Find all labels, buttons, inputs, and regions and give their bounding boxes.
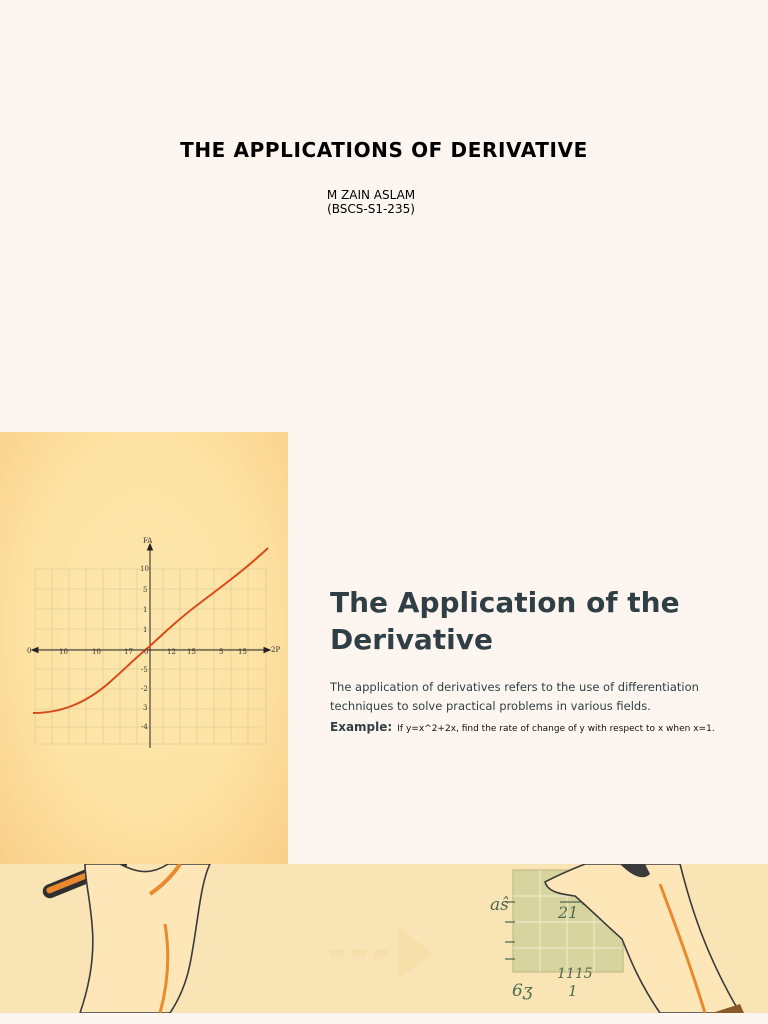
x-tick-label: 12 [167, 648, 176, 656]
y-tick-label: 10 [140, 565, 149, 573]
graph-svg [0, 432, 288, 864]
x-tick-label: 0 [144, 648, 149, 656]
y-tick-label: 1 [143, 626, 148, 634]
x-axis-end-label: 2P [271, 646, 281, 654]
page-bottom-margin [0, 1013, 768, 1024]
y-tick-label: -2 [141, 685, 148, 693]
right-arrow-icon [330, 926, 432, 980]
slide-heading: The Application of the Derivative [330, 586, 680, 656]
slide-body-text: The application of derivatives refers to the use of differentiation techniques to solve practical problems in various fields. [330, 680, 699, 713]
y-tick-label: 3 [143, 704, 148, 712]
content-slide [0, 432, 768, 864]
y-tick-label: 1 [143, 606, 148, 614]
presentation-title: THE APPLICATIONS OF DERIVATIVE [180, 138, 588, 162]
hands-illustration [0, 864, 768, 1013]
x-tick-label: 15 [238, 648, 247, 656]
author-block [0, 188, 742, 216]
left-number: aŝ [490, 895, 509, 915]
x-tick-label: 17 [124, 648, 133, 656]
y-tick-label: 5 [143, 586, 148, 594]
title-slide [0, 0, 768, 432]
origin-label: 0 [27, 647, 32, 655]
mid-number: 1115 [557, 966, 593, 982]
y-axis-label: FA [143, 537, 153, 545]
bottom-right-number: 1 [568, 982, 578, 1000]
author-id: (BSCS-S1-235) [327, 202, 415, 216]
y-tick-label: -4 [141, 723, 148, 731]
bottom-left-number: 6ʒ [512, 981, 533, 1001]
x-tick-label: 10 [92, 648, 101, 656]
left-hand-icon [80, 864, 210, 1013]
x-tick-label: 15 [187, 648, 196, 656]
example-text: If y=x^2+2x, find the rate of change of y with respect to x when x=1. [397, 724, 715, 734]
y-tick-label: -5 [141, 666, 148, 674]
x-tick-label: 10 [59, 648, 68, 656]
x-tick-label: 5 [219, 648, 224, 656]
top-number: 21 [558, 903, 579, 922]
author-name: M ZAIN ASLAM [326, 188, 416, 202]
example-label: Example: [330, 720, 393, 734]
graph-illustration [0, 432, 288, 864]
example-line [330, 716, 760, 735]
illustration-strip [0, 864, 768, 1013]
